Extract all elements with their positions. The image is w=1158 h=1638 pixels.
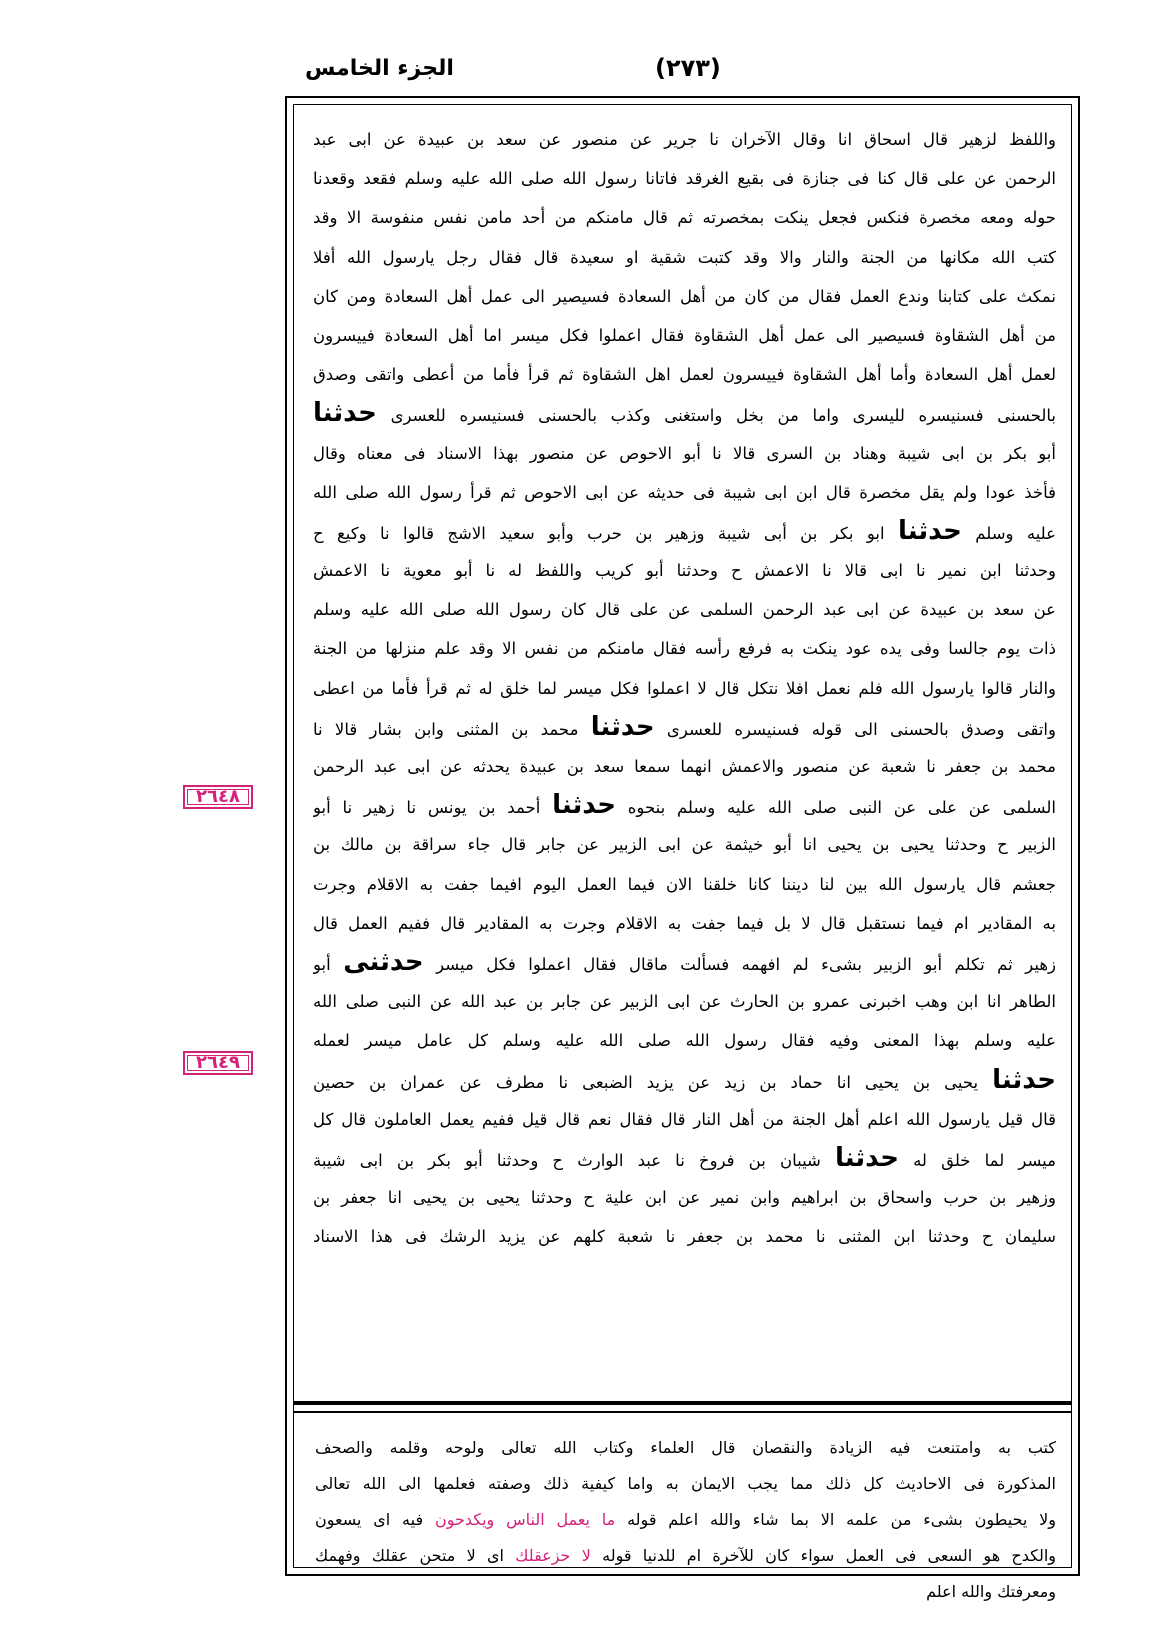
main_lines-line <box>313 198 1056 237</box>
notes-line-text: ولا يحيطون بشىء من علمه الا بما شاء والله اعلم قوله <box>627 1510 1056 1529</box>
main_lines-line-text: ذات يوم جالسا وفى يده عود ينكت به فرفع رأسه فقال مامنكم من نفس الا وقد علم منزلها من الجنة <box>313 639 1056 659</box>
main_lines-line <box>313 904 1056 943</box>
main_lines-line <box>313 747 1056 786</box>
main_lines-line-text: محمد بن المثنى وابن بشار قالا نا <box>313 719 579 739</box>
highlighted-phrase: لا حزعقلك <box>515 1546 591 1565</box>
main_lines-line-text: واللفظ لزهير قال اسحاق انا وقال الآخران نا جرير عن منصور عن سعد بن عبيدة عن ابى عبد <box>313 130 1056 149</box>
main_lines-line-text: وحدثنا ابن نمير نا ابى قالا نا الاعمش ح وحدثنا أبو كريب واللفظ له نا أبو معوية نا الاعمش <box>313 561 1056 581</box>
narration-keyword: حدثنا <box>835 1142 899 1173</box>
main_lines-line <box>313 551 1056 590</box>
main_lines-line <box>313 159 1056 198</box>
main_lines-line <box>313 1217 1056 1256</box>
hadith-number-label: ٢٦٤٩ <box>196 1052 240 1073</box>
main_lines-line <box>313 786 1056 825</box>
main_lines-line <box>313 1061 1056 1100</box>
narration-keyword: حدثنا <box>992 1064 1056 1095</box>
narration-keyword: حدثنا <box>897 515 962 546</box>
main_lines-line <box>313 512 1056 551</box>
main_lines-line-text: نمكث على كتابنا وندع العمل فقال من كان من أهل السعادة فسيصير الى عمل أهل السعادة ومن كان <box>313 286 1056 306</box>
main_lines-line-text: فأخذ عودا ولم يقل مخصرة قال ابن ابى شيبة فى حديثه عن ابى الاحوص ثم قرأ رسول الله صلى الله <box>313 482 1056 502</box>
main_lines-line <box>313 238 1056 277</box>
main_lines-line <box>313 825 1056 864</box>
notes-line-text: كتب به وامتنعت فيه الزيادة والنقصان قال العلماء وكتاب الله تعالى ولوحه وقلمه والصحف <box>315 1438 1056 1457</box>
main_lines-line-text: حوله ومعه مخصرة فنكس فجعل ينكت بمخصرته ثم قال مامنكم من أحد مامن نفس منفوسة الا وقد <box>313 208 1056 228</box>
notes-line-text: فيه اى يسعون <box>315 1510 424 1529</box>
notes-line-text: والكدح هو السعى فى العمل سواء كان للآخرة ام للدنيا قوله <box>602 1546 1056 1565</box>
hadith-number-label: ٢٦٤٨ <box>196 786 240 807</box>
highlighted-phrase: ما يعمل الناس ويكدحون <box>434 1510 616 1529</box>
main_lines-line-text: من أهل الشقاوة فسيصير الى عمل أهل الشقاوة فقال اعملوا فكل ميسر اما أهل السعادة فييسرون <box>313 325 1056 345</box>
notes-line-text: المذكورة فى الاحاديث كل ذلك مما يجب الايمان به واما كيفية ذلك وصفته فعلمها الى الله تعالى <box>315 1474 1056 1493</box>
page-number: (٢٧٣) <box>655 54 721 82</box>
notes-line-text: ومعرفتك والله اعلم <box>926 1582 1056 1601</box>
main_lines-line-text: الرحمن عن على قال كنا فى جنازة فى بقيع الغرقد فاتانا رسول الله صلى الله عليه وسلم فقعد وقعدنا <box>313 169 1056 189</box>
main_lines-line-text: لعمل أهل السعادة وأما أهل الشقاوة فييسرون لعمل اهل الشقاوة ثم قرأ فأما من أعطى واتقى وصدق <box>313 365 1056 385</box>
main_lines-line-text: أحمد بن يونس نا زهير نا أبو <box>313 798 541 818</box>
main_lines-line <box>313 982 1056 1021</box>
main_lines-line <box>313 277 1056 316</box>
main_lines-line <box>313 629 1056 668</box>
notes-line <box>315 1502 1056 1538</box>
main_lines-line <box>313 473 1056 512</box>
hadith-number-inner-border <box>187 1055 249 1071</box>
main_lines-line-text: الزبير ح وحدثنا يحيى بن يحيى انا أبو خيثمة عن ابى الزبير عن جابر قال جاء سراقة بن مالك بن <box>313 835 1056 855</box>
narration-keyword: حدثنا <box>313 398 377 429</box>
narration-keyword: حدثنا <box>590 711 655 742</box>
main_lines-line-text: شيبان بن فروخ نا عبد الوارث ح وحدثنا أبو بكر بن ابى شيبة <box>313 1150 821 1170</box>
main_lines-line-text: محمد بن جعفر نا شعبة عن منصور والاعمش انهما سمعا سعد بن عبيدة يحدثه عن ابى عبد الرحمن <box>313 757 1056 776</box>
main_lines-line-text: وزهير بن حرب واسحاق بن ابراهيم وابن نمير عن ابن علية ح وحدثنا يحيى بن يحيى انا جعفر بن <box>313 1188 1056 1208</box>
main_lines-line-text: قال قيل يارسول الله اعلم أهل الجنة من أهل النار قال فقال نعم قال قيل ففيم يعمل العاملون قال كل <box>313 1109 1056 1129</box>
main_lines-line-text: عليه وسلم <box>975 523 1056 543</box>
main_lines-line-text: أبو <box>313 954 331 974</box>
notes-line <box>315 1466 1056 1502</box>
main_lines-line-text: كتب الله مكانها من الجنة والنار والا وقد كتبت شقية او سعيدة قال فقال رجل يارسول الله أفلا <box>313 247 1056 267</box>
main_lines-line <box>313 1100 1056 1139</box>
main_lines-line-text: به المقادير ام فيما نستقبل قال لا بل فيما جفت به الاقلام وجرت به المقادير قال ففيم العمل قال <box>313 913 1056 933</box>
main_lines-line <box>313 1139 1056 1178</box>
main_lines-line <box>313 943 1056 982</box>
main_lines-line-text: بالحسنى فسنيسره لليسرى واما من بخل واستغنى وكذب بالحسنى فسنيسره للعسرى <box>390 406 1056 426</box>
divider-thick <box>293 1401 1072 1405</box>
hadith-number-inner-border <box>187 789 249 805</box>
main_lines-line-text: سليمان ح وحدثنا ابن المثنى نا محمد بن جعفر نا شعبة كلهم عن يزيد الرشك فى هذا الاسناد <box>313 1227 1056 1247</box>
main_lines-line-text: أبو بكر بن ابى شيبة وهناد بن السرى قالا نا أبو الاحوص عن منصور بهذا الاسناد فى معناه وقال <box>313 443 1056 463</box>
main_lines-line <box>313 355 1056 394</box>
narration-keyword: حدثنا <box>552 790 616 821</box>
main_lines-line-text: الطاهر انا ابن وهب اخبرنى عمرو بن الحارث عن ابى الزبير عن جابر بن عبد الله عن النبى صلى الله <box>313 992 1056 1012</box>
main_lines-line <box>313 434 1056 473</box>
main_lines-line-text: زهير ثم تكلم أبو الزبير بشىء لم افهمه فسألت ماقال فقال اعملوا فكل ميسر <box>436 954 1056 974</box>
main_lines-line-text: واتقى وصدق بالحسنى الى قوله فسنيسره للعسرى <box>666 719 1056 739</box>
main_lines-line <box>313 865 1056 904</box>
main_lines-line <box>313 669 1056 708</box>
main-text-body <box>313 120 1056 1378</box>
main_lines-line-text: ابو بكر بن أبى شيبة وزهير بن حرب وأبو سعيد الاشج قالوا نا وكيع ح <box>313 523 885 543</box>
main_lines-line-text: عليه وسلم بهذا المعنى وفيه فقال رسول الله صلى الله عليه وسلم كل عامل ميسر لعمله <box>313 1031 1056 1051</box>
commentary-notes <box>315 1430 1056 1610</box>
main_lines-line <box>313 1021 1056 1060</box>
page-frame <box>285 96 1080 1601</box>
running-title: الجزء الخامس <box>305 56 454 81</box>
main_lines-line-text: جعشم قال يارسول الله بين لنا ديننا كانا خلقنا الان فيما العمل اليوم افيما جفت به الاقلام وجرت <box>313 874 1056 894</box>
narration-keyword: حدثنى <box>343 946 424 977</box>
main_lines-line-text: السلمى عن على عن النبى صلى الله عليه وسلم بنحوه <box>627 798 1056 818</box>
main_lines-line <box>313 120 1056 159</box>
main_lines-line-text: ميسر لما خلق له <box>913 1150 1056 1170</box>
notes-line <box>315 1430 1056 1466</box>
main_lines-line <box>313 394 1056 433</box>
main_lines-line <box>313 316 1056 355</box>
notes-line <box>315 1538 1056 1574</box>
notes-line <box>315 1574 1056 1610</box>
hadith-number-2649 <box>183 1051 253 1075</box>
hadith-number-2648 <box>183 785 253 809</box>
main_lines-line-text: عن سعد بن عبيدة عن ابى عبد الرحمن السلمى عن على قال كان رسول الله صلى الله عليه وسلم <box>313 600 1056 620</box>
main_lines-line-text: والنار قالوا يارسول الله فلم نعمل افلا نتكل قال لا اعملوا فكل ميسر لما خلق له ثم قرأ فأما من اعطى <box>313 678 1056 698</box>
notes-line-text: اى لا متحن عقلك وفهمك <box>315 1546 504 1565</box>
main_lines-line <box>313 708 1056 747</box>
main_lines-line-text: يحيى بن يحيى انا حماد بن زيد عن يزيد الضبعى نا مطرف عن عمران بن حصين <box>313 1072 979 1092</box>
divider-thin <box>293 1411 1072 1413</box>
main_lines-line <box>313 1178 1056 1217</box>
main_lines-line <box>313 590 1056 629</box>
